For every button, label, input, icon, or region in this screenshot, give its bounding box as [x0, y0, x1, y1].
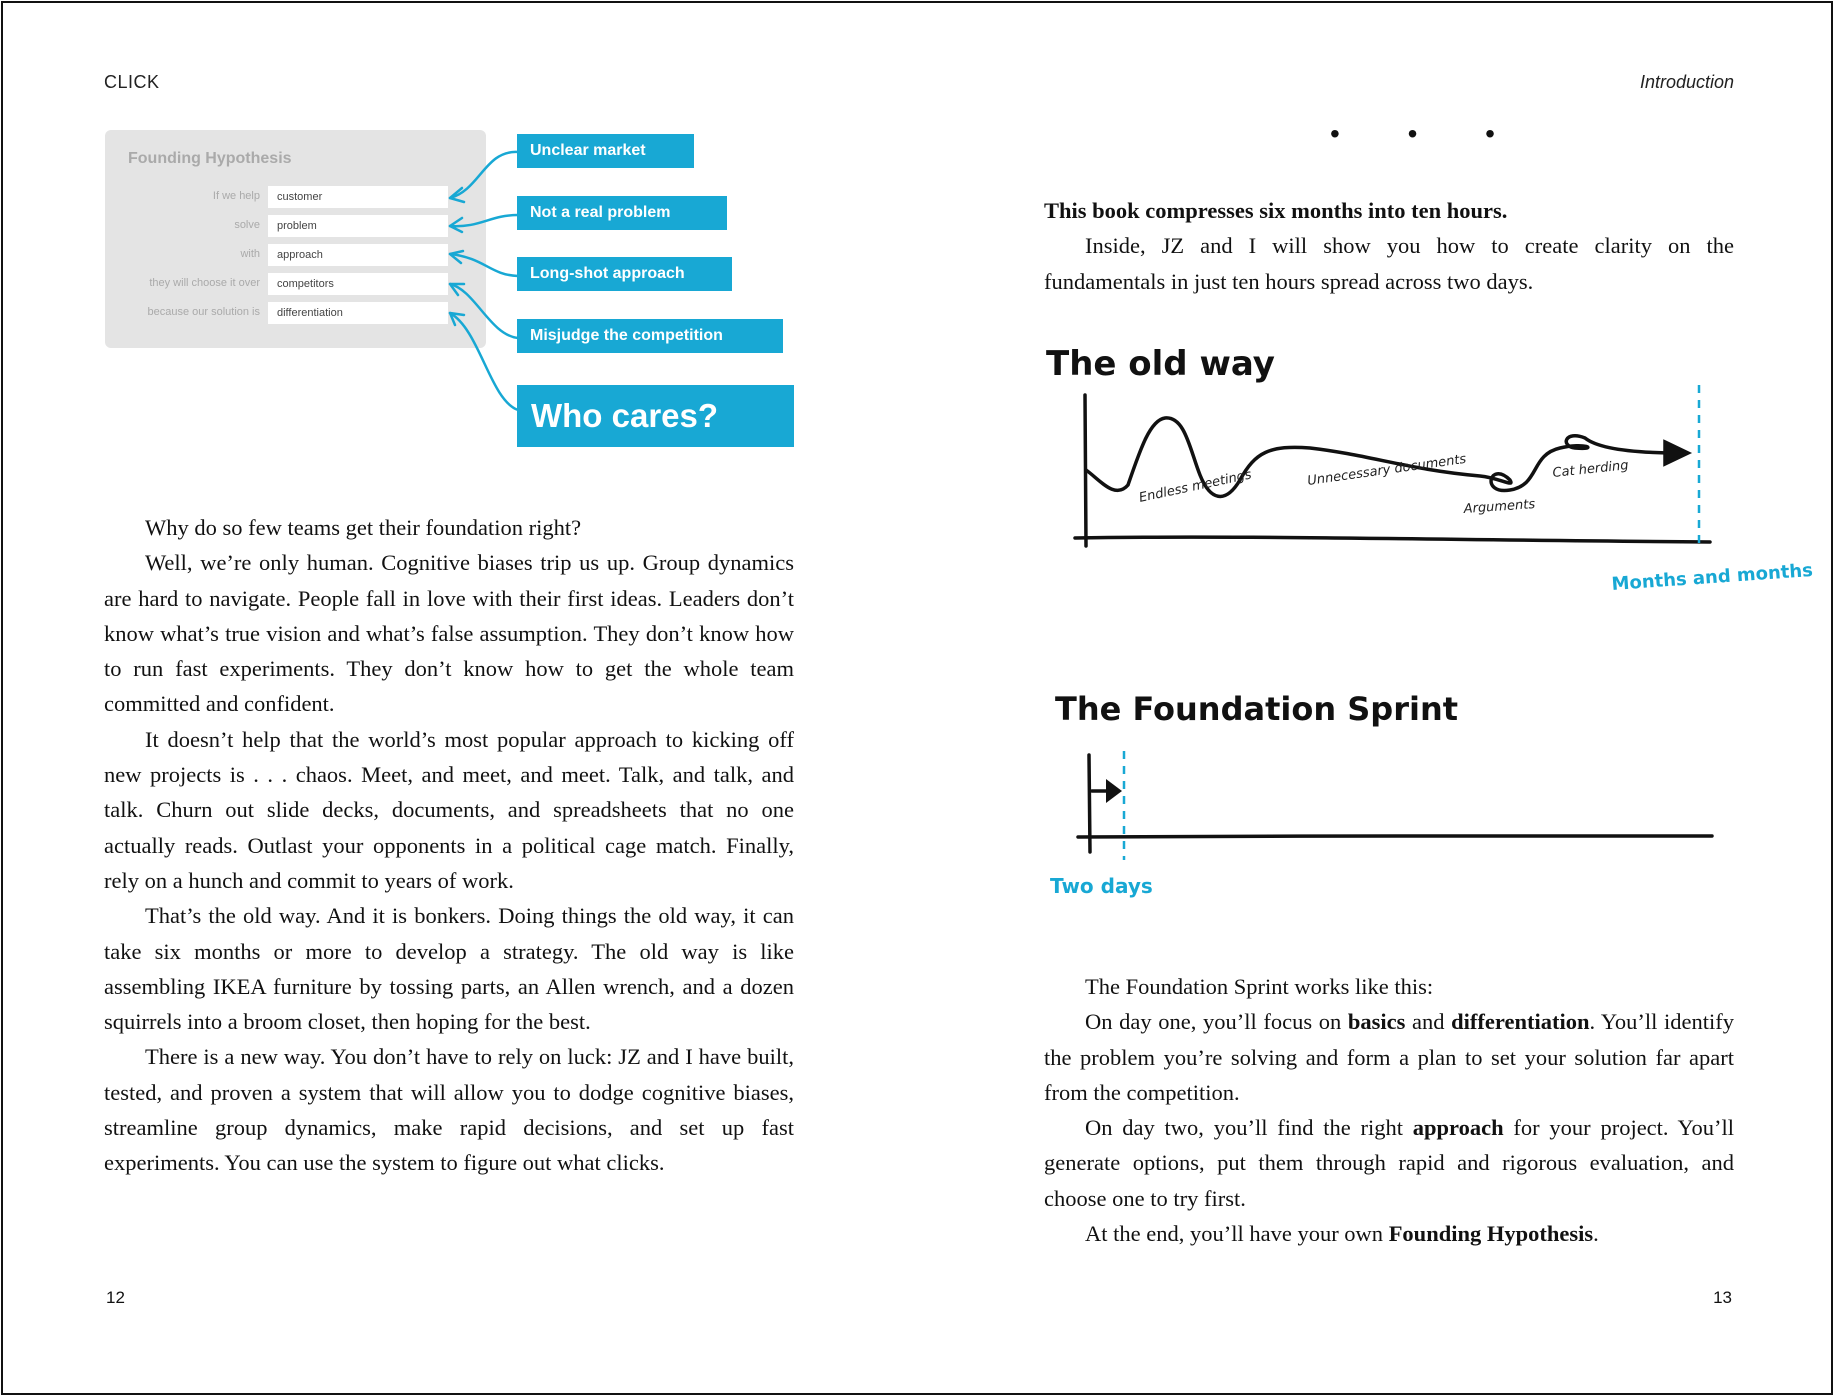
card-row	[105, 215, 486, 237]
old-way-sketch	[1040, 330, 1814, 630]
text-run: On day two, you’ll find the right	[1085, 1115, 1413, 1141]
tag-who-cares: Who cares?	[517, 385, 794, 447]
row-field: competitors	[268, 273, 448, 295]
page-number-right: 13	[1713, 1288, 1732, 1307]
paragraph-day-one	[1044, 1004, 1734, 1110]
card-row	[105, 302, 486, 324]
founding-hypothesis-card	[105, 130, 486, 348]
text-run: and	[1405, 1009, 1452, 1035]
tag-misjudge-competition: Misjudge the competition	[517, 319, 783, 353]
lead-bold: This book compresses six months into ten hours.	[1044, 198, 1508, 223]
months-label: Months and months	[1610, 559, 1814, 595]
tag-unclear-market: Unclear market	[517, 134, 694, 168]
text-run: for your project. You’ll generate options, put them through rapid and rigorous evaluation, and choose one to try first.	[1044, 1115, 1734, 1211]
card-row	[105, 186, 486, 208]
hand-drawn-arrows	[430, 140, 530, 420]
x-axis-line	[1078, 836, 1712, 837]
text-run: .	[1593, 1221, 1599, 1247]
row-field: problem	[268, 215, 448, 237]
bold-approach: approach	[1412, 1115, 1504, 1141]
paragraph: The Foundation Sprint works like this:	[1085, 974, 1434, 999]
row-field: approach	[268, 244, 448, 266]
card-title: Founding Hypothesis	[128, 150, 292, 167]
arrow-head-icon	[1665, 442, 1688, 464]
card-row	[105, 244, 486, 266]
running-head-left: CLICK	[104, 72, 160, 92]
row-label: they will choose it over	[149, 277, 260, 289]
label-cat-herding: Cat herding	[1551, 458, 1630, 481]
paragraph: There is a new way. You don’t have to rely on luck: JZ and I have built, tested, and proven a system that will allow you to dodge cognitive biases, streamline group dynamics, make rapid decisions, and set up fast experiments. You can use the system to figure out what clicks.	[104, 1044, 794, 1176]
running-head-right: Introduction	[1639, 72, 1734, 92]
arrow-head-icon	[1106, 779, 1122, 803]
x-axis-line	[1075, 537, 1710, 542]
section-break: • • •	[1330, 118, 1525, 149]
paragraph: Inside, JZ and I will show you how to create clarity on the fundamentals in just ten hours spread across two days.	[1044, 233, 1734, 294]
row-label: because our solution is	[147, 306, 260, 318]
paragraph: That’s the old way. And it is bonkers. Doing things the old way, it can take six months or more to develop a strategy. The old way is like assembling IKEA furniture by tossing parts, an Allen wrench, and a dozen squirrels into a broom closet, then hoping for the best.	[104, 903, 794, 1035]
tag-long-shot-approach: Long-shot approach	[517, 257, 732, 291]
right-bottom-text	[1044, 969, 1734, 1251]
card-row	[105, 273, 486, 295]
row-field: differentiation	[268, 302, 448, 324]
tag-not-real-problem: Not a real problem	[517, 196, 727, 230]
old-way-title: The old way	[1046, 344, 1275, 384]
paragraph-end	[1044, 1216, 1734, 1251]
bold-differentiation: differentiation	[1451, 1009, 1590, 1035]
bold-basics: basics	[1347, 1009, 1406, 1035]
label-endless-meetings: Endless meetings	[1137, 467, 1253, 506]
label-arguments: Arguments	[1463, 497, 1536, 517]
paragraph: It doesn’t help that the world’s most popular approach to kicking off new projects is . . . chaos. Meet, and meet, and meet. Talk, and talk, and talk. Churn out slide decks, documents, and spreadsheets that no one actually reads. Outlast your opponents in a political cage match. Finally, rely on a hunch and commit to years of work.	[104, 726, 794, 893]
paragraph: Why do so few teams get their foundation right?	[145, 515, 582, 540]
row-label: If we help	[212, 190, 260, 202]
row-label: with	[240, 248, 260, 260]
paragraph: Well, we’re only human. Cognitive biases trip us up. Group dynamics are hard to navigate. People fall in love with their first ideas. Leaders don’t know what’s true vision and what’s false assumption. They don’t know how to run fast experiments. They don’t know how to get the whole team committed and confident.	[104, 550, 794, 717]
sprint-title: The Foundation Sprint	[1055, 690, 1459, 728]
lead-sentence	[1044, 193, 1734, 228]
label-unnecessary-documents: Unnecessary documents	[1306, 451, 1468, 489]
foundation-sprint-sketch	[1040, 685, 1760, 915]
paragraph-day-two	[1044, 1110, 1734, 1216]
text-run: At the end, you’ll have your own	[1085, 1221, 1389, 1247]
bold-founding-hypothesis: Founding Hypothesis	[1388, 1221, 1594, 1247]
text-run: On day one, you’ll focus on	[1085, 1009, 1348, 1035]
row-field: customer	[268, 186, 448, 208]
right-top-text	[1044, 193, 1734, 299]
row-label: solve	[234, 219, 260, 231]
two-days-label: Two days	[1050, 874, 1153, 898]
text-run: . You’ll identify the problem you’re solving and form a plan to set your solution far apart from the competition.	[1044, 1009, 1734, 1105]
page-number-left: 12	[106, 1288, 125, 1307]
left-body-text	[104, 510, 794, 1181]
